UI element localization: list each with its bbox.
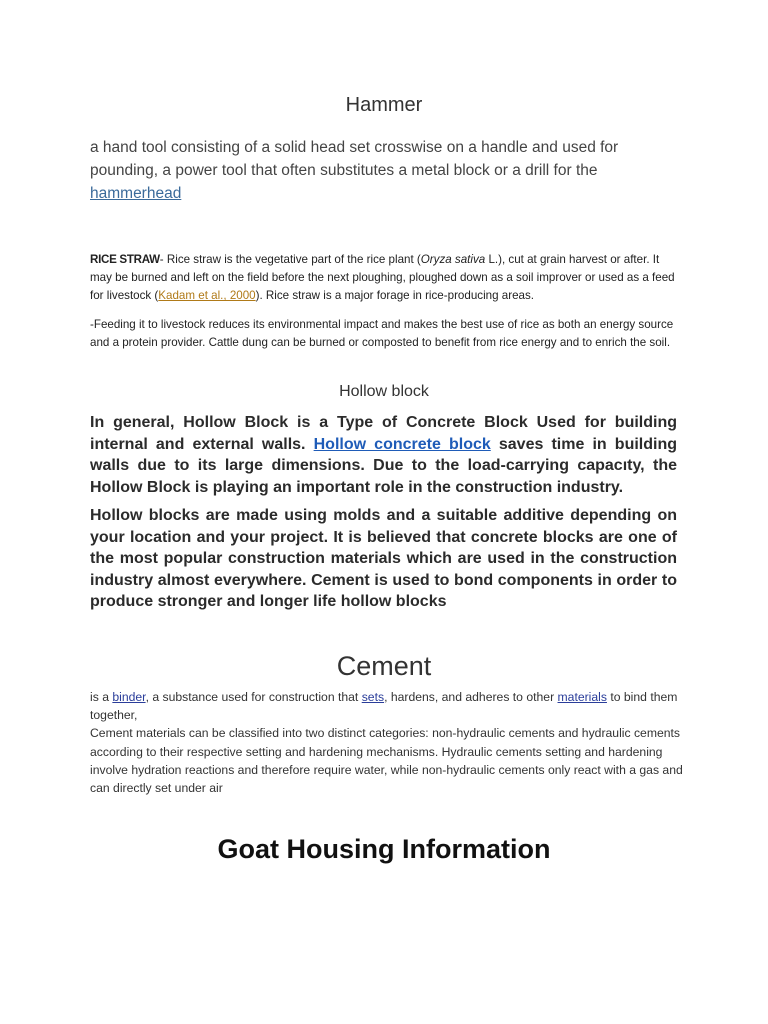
rice-straw-text-3: ). Rice straw is a major forage in rice-producing areas. bbox=[255, 289, 534, 302]
cement-classification-text: Cement materials can be classified into two distinct categories: non-hydraulic cements and hydraulic cements according to their respective setting and hardening mechanisms. Hydraulic cements setting and hardening involve hydration reactions and therefore require water, while non-hydraulic cements only react with a gas and can directly set under air bbox=[90, 726, 683, 796]
kadam-citation-link[interactable]: Kadam et al., 2000 bbox=[158, 289, 256, 302]
materials-link[interactable]: materials bbox=[557, 690, 607, 704]
rice-straw-text-1: - Rice straw is the vegetative part of the rice plant ( bbox=[159, 253, 421, 266]
rice-species-name: Oryza sativa bbox=[420, 253, 486, 266]
rice-straw-paragraph bbox=[90, 251, 680, 305]
feeding-paragraph: -Feeding it to livestock reduces its environmental impact and makes the best use of rice as both an energy source and a protein provider. Cattle dung can be burned or composted to benefit from rice energy and to enrich the soil. bbox=[90, 318, 674, 349]
hammer-definition bbox=[90, 136, 690, 205]
hammer-definition-text: a hand tool consisting of a solid head set crosswise on a handle and used for pounding, a power tool that often substitutes a metal block or a drill for the bbox=[90, 139, 619, 179]
cement-paragraph bbox=[90, 688, 690, 797]
sets-link[interactable]: sets bbox=[361, 690, 385, 704]
hammer-heading: Hammer bbox=[345, 94, 423, 116]
cement-heading: Cement bbox=[336, 651, 432, 681]
hammerhead-link[interactable]: hammerhead bbox=[90, 185, 182, 202]
cement-text-1: is a bbox=[90, 690, 113, 704]
rice-straw-text-2: L.), cut at grain harvest or after. It may be burned and left on the field before the next ploughing, ploughed down as a soil improver or used as a feed for livestock ( bbox=[90, 253, 675, 302]
rice-straw-label: RICE STRAW bbox=[90, 253, 160, 266]
cement-text-3: , hardens, and adheres to other bbox=[384, 690, 558, 704]
hollow-block-paragraph-1 bbox=[90, 412, 677, 498]
hollow-concrete-block-link[interactable]: Hollow concrete block bbox=[313, 435, 491, 453]
hollow-p1-text-2: saves time in building walls due to its large dimensions. Due to the load-carrying capacıty, the Hollow Block is playing an important role in the construction industry. bbox=[90, 435, 678, 496]
goat-housing-heading: Goat Housing Information bbox=[217, 834, 551, 864]
binder-link[interactable]: binder bbox=[112, 690, 146, 704]
cement-text-2: , a substance used for construction that bbox=[145, 690, 362, 704]
hollow-block-paragraph-2: Hollow blocks are made using molds and a suitable additive depending on your location and your project. It is believed that concrete blocks are one of the most popular construction materials which are used in the construction industry almost everywhere. Cement is used to bond components in order to produce stronger and longer life hollow blocks bbox=[90, 507, 677, 610]
cement-text-4: to bind them together, bbox=[90, 690, 678, 723]
hollow-p1-text-1: In general, Hollow Block is a Type of Concrete Block Used for building internal and external walls. bbox=[90, 414, 677, 453]
hollow-block-heading: Hollow block bbox=[339, 383, 429, 400]
